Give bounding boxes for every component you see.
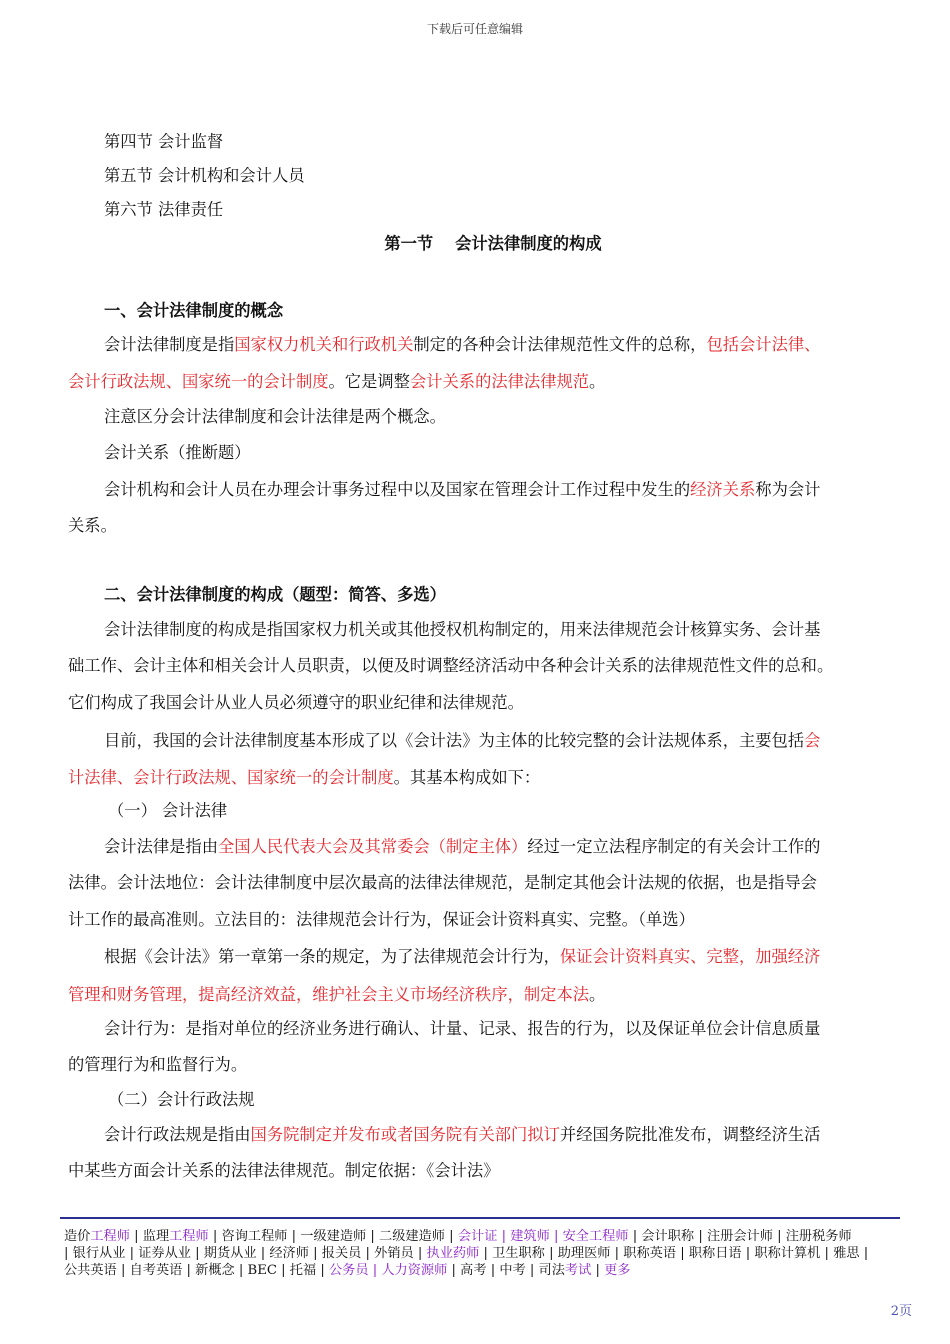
footer-divider	[60, 1217, 900, 1219]
paragraph-7-line-2: 的管理行为和监督行为。	[68, 1055, 248, 1074]
page-header: 下载后可任意编辑	[426, 22, 523, 36]
paragraph-2-line-2: 关系。	[68, 516, 117, 535]
section-title: 第一节 会计法律制度的构成	[384, 234, 602, 253]
subheading-accounting-law: （一） 会计法律	[108, 801, 228, 820]
subheading-relation: 会计关系（推断题）	[104, 443, 251, 462]
note-text: 注意区分会计法律制度和会计法律是两个概念。	[104, 407, 446, 426]
footer-link[interactable]: | 高考 | 中考 | 司法	[447, 1263, 565, 1278]
paragraph-4-line-2: 计法律、会计行政法规、国家统一的会计制度。其基本构成如下：	[68, 768, 541, 787]
footer-link[interactable]: | 卫生职称 | 助理医师 | 职称英语 | 职称日语 | 职称计算机 | 雅思 |	[479, 1246, 869, 1261]
paragraph-8-line-1: 会计行政法规是指由国务院制定并发布或者国务院有关部门拟订并经国务院批准发布，调整经济生活	[104, 1125, 821, 1144]
footer-link[interactable]: 工程师	[90, 1229, 130, 1244]
heading-1: 一、会计法律制度的概念	[104, 301, 284, 320]
paragraph-4-line-1: 目前，我国的会计法律制度基本形成了以《会计法》为主体的比较完整的会计法规体系，主要包括会	[104, 731, 821, 750]
page-number: 2页	[890, 1304, 912, 1319]
footer-link[interactable]: | 监理	[129, 1229, 170, 1244]
footer-link[interactable]: 造价	[64, 1229, 91, 1244]
footer-link[interactable]: 人力资源师	[381, 1263, 448, 1278]
footer-line-1	[64, 1228, 894, 1245]
separator: |	[368, 1263, 382, 1278]
footer-link[interactable]: 更多	[604, 1263, 631, 1278]
paragraph-3-line-1: 会计法律制度的构成是指国家权力机关或其他授权机构制定的，用来法律规范会计核算实务、会计基	[104, 620, 821, 639]
paragraph-6-line-2: 管理和财务管理，提高经济效益，维护社会主义市场经济秩序，制定本法。	[68, 985, 606, 1004]
paragraph-1-line-1: 会计法律制度是指国家权力机关和行政机关制定的各种会计法律规范性文件的总称，包括会计法律、	[104, 335, 821, 354]
footer-link[interactable]: 会计证	[457, 1229, 498, 1244]
footer-link[interactable]: 安全工程师	[562, 1229, 629, 1244]
paragraph-5-line-2: 法律。会计法地位：会计法律制度中层次最高的法律法律规范，是制定其他会计法规的依据，也是指导会	[68, 873, 817, 892]
footer-link[interactable]: 建筑师	[510, 1229, 550, 1244]
separator: |	[591, 1263, 605, 1278]
footer-link[interactable]: | 咨询工程师 | 一级建造师 | 二级建造师 |	[208, 1229, 458, 1244]
footer-link[interactable]: | 会计职称 | 注册会计师 | 注册税务师	[628, 1229, 852, 1244]
paragraph-6-line-1: 根据《会计法》第一章第一条的规定，为了法律规范会计行为，保证会计资料真实、完整，加强经济	[104, 947, 821, 966]
paragraph-1-line-2: 会计行政法规、国家统一的会计制度。它是调整会计关系的法律法律规范。	[68, 372, 606, 391]
footer-links	[64, 1228, 894, 1279]
separator: |	[549, 1229, 563, 1244]
toc-item: 第六节 法律责任	[104, 200, 224, 219]
heading-2: 二、会计法律制度的构成（题型：简答、多选）	[104, 585, 446, 604]
footer-line-2	[64, 1245, 894, 1262]
paragraph-3-line-3: 它们构成了我国会计从业人员必须遵守的职业纪律和法律规范。	[68, 693, 524, 712]
paragraph-5-line-3: 计工作的最高准则。立法目的：法律规范会计行为，保证会计资料真实、完整。（单选）	[68, 910, 695, 929]
footer-link[interactable]: 考试	[564, 1263, 592, 1278]
footer-link[interactable]: 执业药师	[426, 1246, 480, 1261]
subheading-admin-regulations: （二）会计行政法规	[108, 1090, 255, 1109]
footer-link[interactable]: | 银行从业 | 证券从业 | 期货从业 | 经济师 | 报关员 | 外销员 |	[64, 1246, 427, 1261]
toc-item: 第四节 会计监督	[104, 132, 224, 151]
paragraph-8-line-2: 中某些方面会计关系的法律法律规范。制定依据：《会计法》	[68, 1161, 500, 1180]
paragraph-2-line-1: 会计机构和会计人员在办理会计事务过程中以及国家在管理会计工作过程中发生的经济关系称为会计	[104, 480, 821, 499]
paragraph-5-line-1: 会计法律是指由全国人民代表大会及其常委会（制定主体）经过一定立法程序制定的有关会计工作的	[104, 837, 821, 856]
paragraph-7-line-1: 会计行为：是指对单位的经济业务进行确认、计量、记录、报告的行为，以及保证单位会计信息质量	[104, 1019, 821, 1038]
footer-link[interactable]: 公务员	[328, 1263, 369, 1278]
footer-link[interactable]: 公共英语 | 自考英语 | 新概念 | BEC | 托福 |	[64, 1263, 329, 1278]
toc-item: 第五节 会计机构和会计人员	[104, 166, 305, 185]
paragraph-3-line-2: 础工作、会计主体和相关会计人员职责，以便及时调整经济活动中各种会计关系的法律规范性文件的总和。	[68, 656, 834, 675]
footer-link[interactable]: 工程师	[169, 1229, 209, 1244]
separator: |	[497, 1229, 511, 1244]
footer-line-3	[64, 1262, 894, 1279]
